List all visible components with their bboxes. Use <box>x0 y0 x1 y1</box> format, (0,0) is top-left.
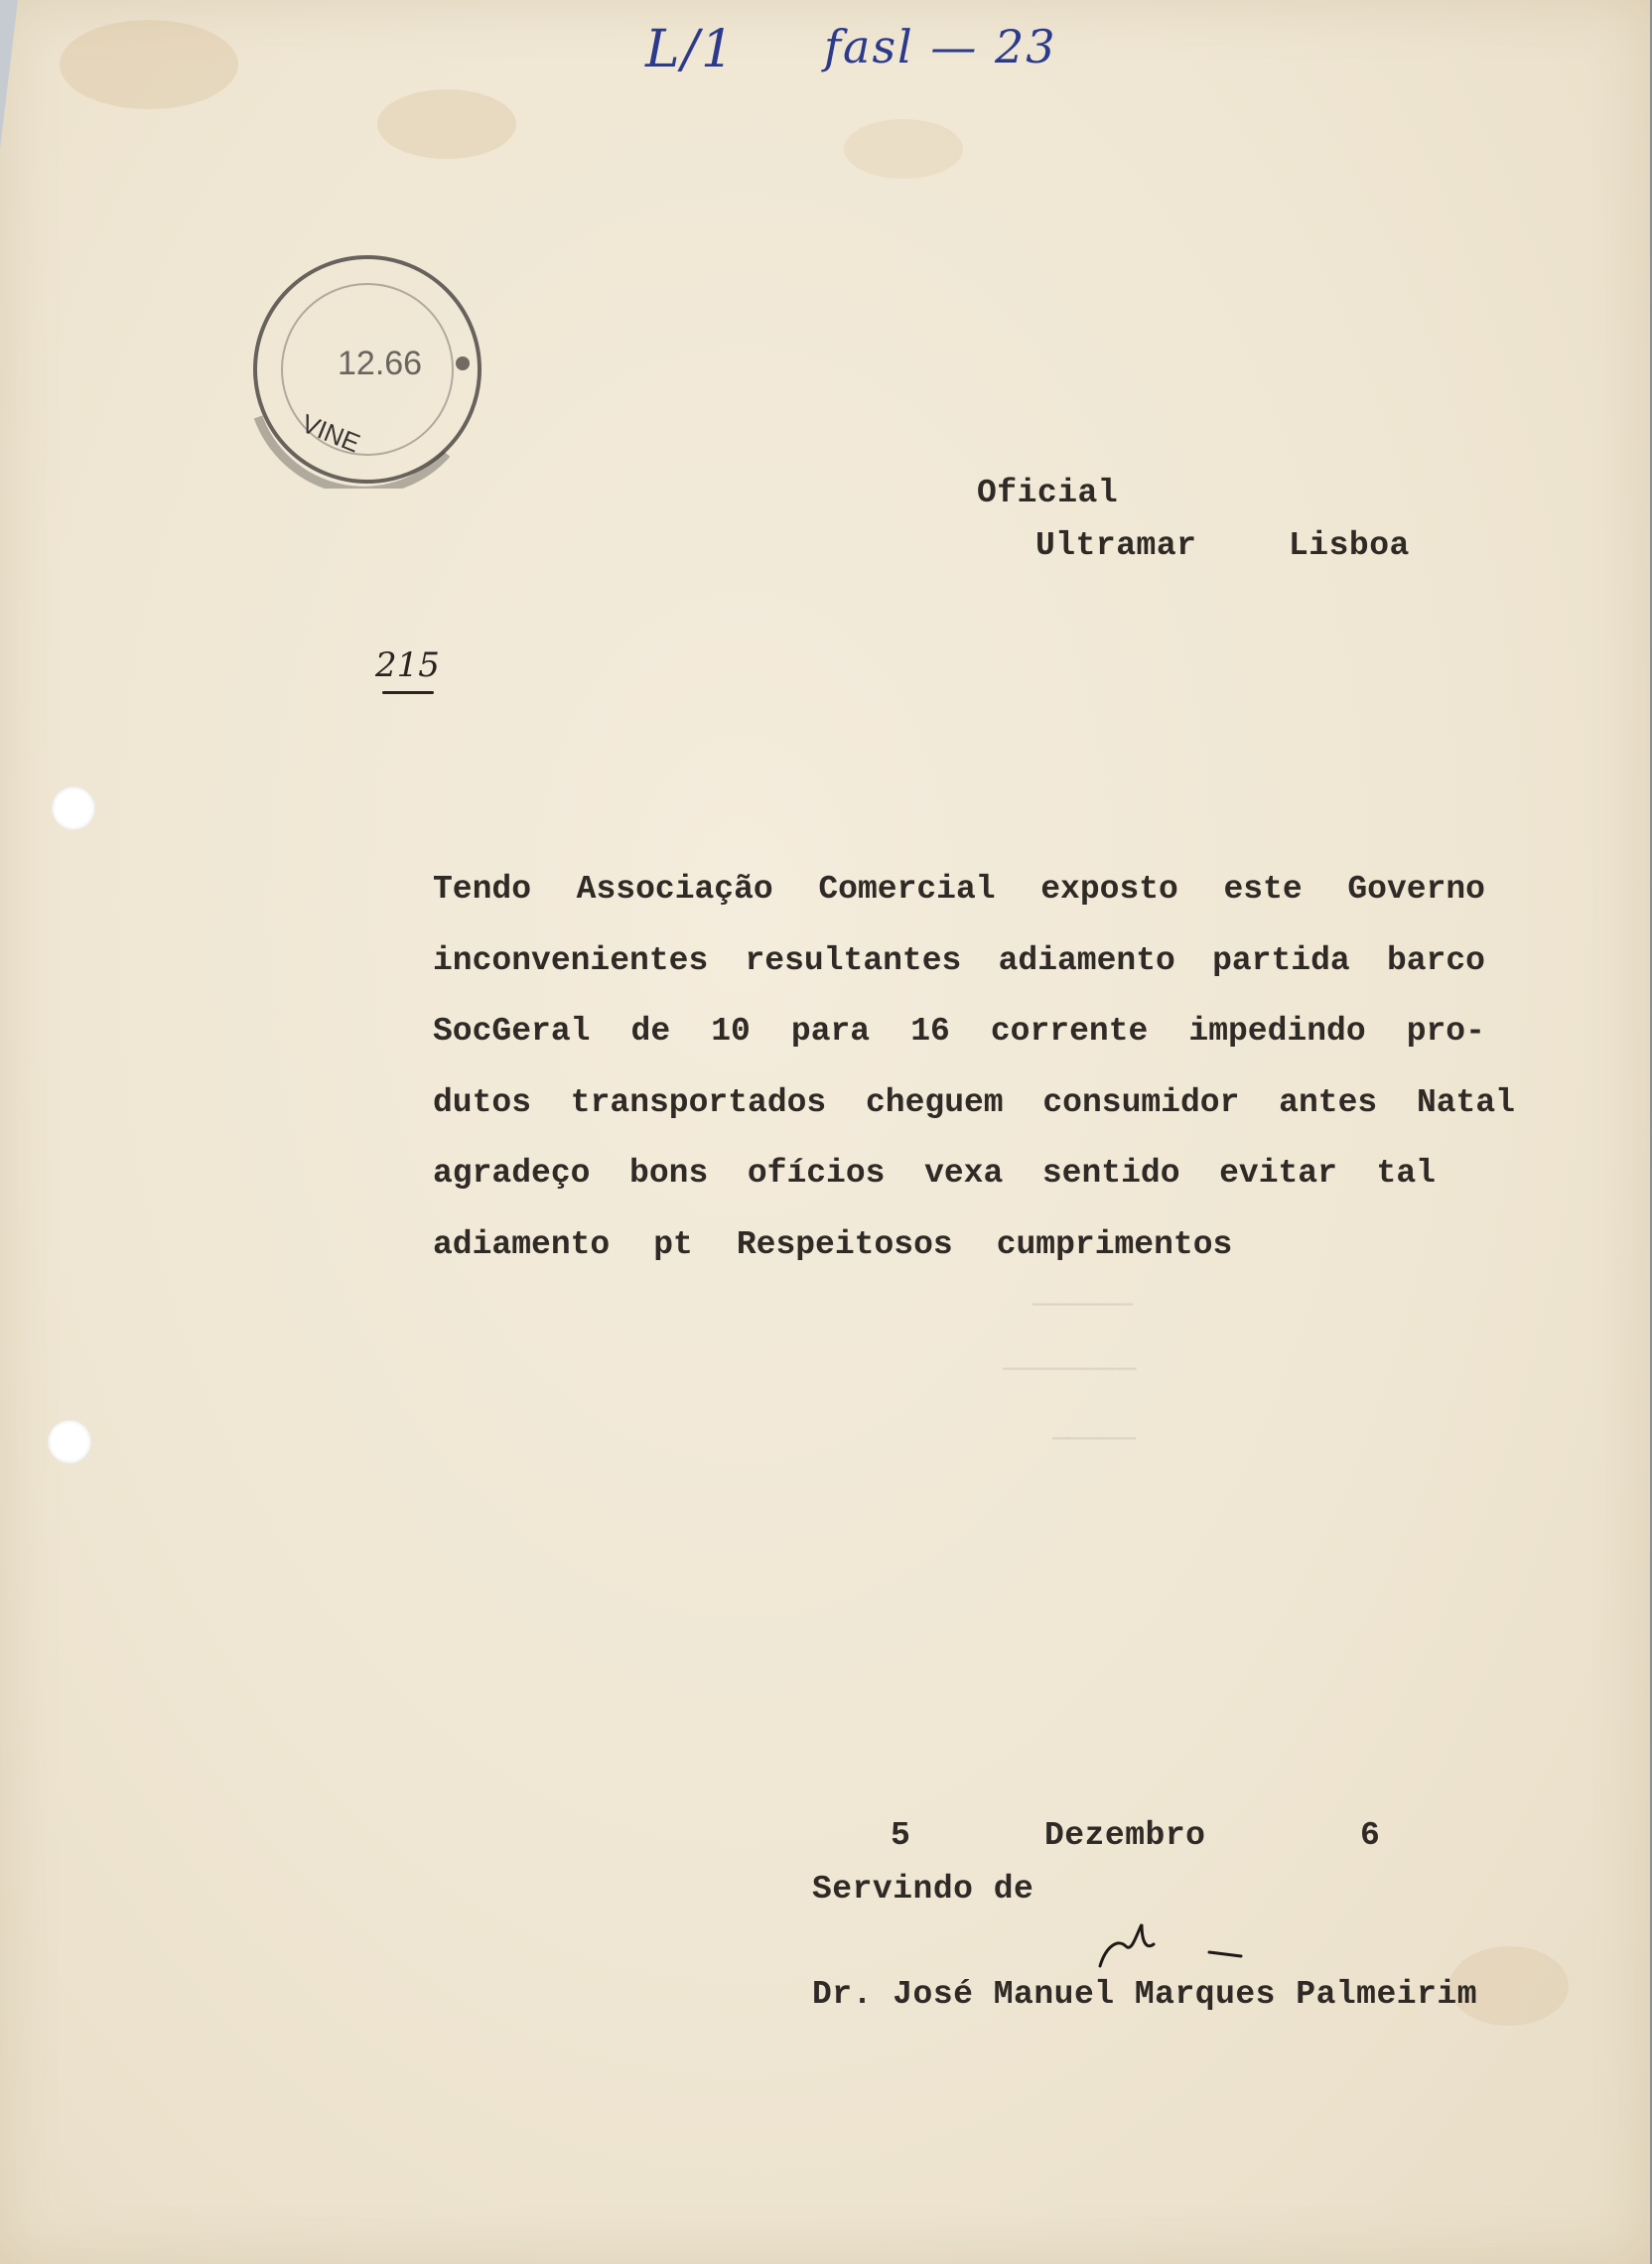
body-line <box>433 925 1515 997</box>
body-word: vexa <box>924 1155 1004 1192</box>
body-line <box>433 1067 1515 1139</box>
body-word: resultantes <box>745 941 962 979</box>
body-word: pro- <box>1406 1013 1485 1050</box>
body-word: SocGeral <box>433 1013 591 1050</box>
body-word: barco <box>1386 941 1485 979</box>
postal-stamp <box>238 250 496 489</box>
body-word: Tendo <box>433 871 532 908</box>
punch-hole-lower <box>48 1420 91 1464</box>
body-line <box>433 854 1515 925</box>
body-word: cheguem <box>865 1083 1004 1121</box>
body-word: tal <box>1376 1155 1436 1192</box>
paper-stain <box>60 20 238 109</box>
body-word: cumprimentos <box>996 1225 1233 1263</box>
body-word: pt <box>653 1225 693 1263</box>
punch-hole-upper <box>52 786 95 830</box>
handwritten-reference-right: fasl — 23 <box>824 20 1057 73</box>
body-word: Natal <box>1416 1083 1515 1121</box>
stamp-date: 12.66 <box>338 345 423 382</box>
body-word: transportados <box>570 1083 827 1121</box>
body-word: para <box>790 1013 871 1050</box>
body-word: exposto <box>1040 871 1178 908</box>
body-word: de <box>630 1013 671 1050</box>
body-word: dutos <box>433 1083 532 1121</box>
signatory-name: Dr. José Manuel Marques Palmeirim <box>812 1976 1478 2013</box>
body-word: este <box>1223 871 1303 908</box>
show-through-text: ──────── <box>1003 1355 1137 1386</box>
body-word: ofícios <box>747 1155 886 1192</box>
body-word: Associação <box>576 871 773 908</box>
paper-stain <box>377 89 516 159</box>
body-line <box>433 1209 1515 1281</box>
body-word: inconvenientes <box>433 941 709 979</box>
paper-stain <box>844 119 963 179</box>
body-word: impedindo <box>1188 1013 1366 1050</box>
body-word: sentido <box>1041 1155 1180 1192</box>
telegram-body <box>433 854 1515 1280</box>
addressee-office: Ultramar <box>1035 527 1197 564</box>
show-through-text: ────── <box>1032 1291 1133 1322</box>
stamp-star-icon <box>456 356 470 370</box>
show-through-text: ───── <box>1052 1425 1137 1456</box>
body-word: adiamento <box>433 1225 611 1263</box>
date-year: 6 <box>1360 1817 1381 1854</box>
handwritten-reference-left: L/1 <box>645 20 737 79</box>
body-word: bons <box>629 1155 709 1192</box>
addressee-city: Lisboa <box>1289 527 1410 564</box>
body-word: consumidor <box>1042 1083 1240 1121</box>
body-word: adiamento <box>998 941 1175 979</box>
date-month: Dezembro <box>1044 1817 1206 1854</box>
body-line <box>433 1138 1515 1209</box>
pencil-underline <box>382 691 434 694</box>
body-word: Governo <box>1347 871 1485 908</box>
body-word: antes <box>1279 1083 1378 1121</box>
body-line <box>433 996 1515 1067</box>
stamp-text: VINE <box>297 408 365 459</box>
body-word: partida <box>1212 941 1350 979</box>
body-word: Respeitosos <box>736 1225 953 1263</box>
body-word: corrente <box>990 1013 1149 1050</box>
body-word: evitar <box>1219 1155 1337 1192</box>
folded-corner <box>0 0 18 149</box>
addressee-line-1: Oficial <box>977 475 1119 511</box>
handwritten-signature <box>1092 1916 1251 1976</box>
date-day: 5 <box>891 1817 911 1854</box>
body-word: Comercial <box>818 871 996 908</box>
pencil-number: 215 <box>375 645 440 685</box>
serving-as-label: Servindo de <box>812 1871 1034 1908</box>
body-word: agradeço <box>433 1155 591 1192</box>
body-word: 16 <box>910 1013 950 1050</box>
body-word: 10 <box>711 1013 751 1050</box>
